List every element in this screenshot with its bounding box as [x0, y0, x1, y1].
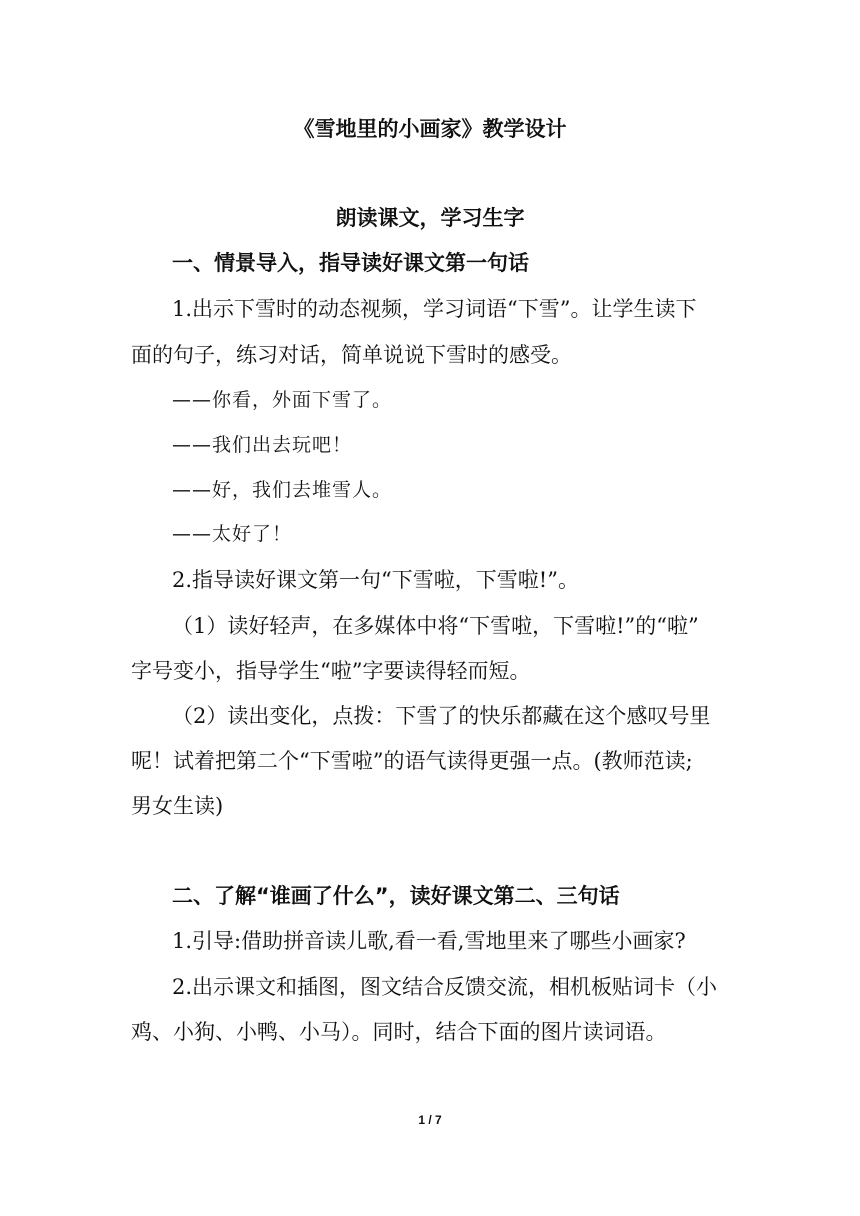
document-title: 《雪地里的小画家》教学设计 — [293, 117, 567, 141]
page-number: 1 / 7 — [418, 1113, 442, 1127]
section1-paragraph4-line3: 男女生读) — [131, 794, 224, 818]
document-subtitle: 朗读课文，学习生字 — [335, 206, 525, 230]
section2-paragraph1: 1.引导:借助拼音读儿歌,看一看,雪地里来了哪些小画家? — [172, 929, 686, 953]
section2-heading: 二、了解“谁画了什么”，读好课文第二、三句话 — [172, 884, 620, 908]
dialog-line: ——太好了！ — [172, 523, 293, 545]
section1-paragraph3-line2: 字号变小，指导学生“啦”字要读得轻而短。 — [131, 659, 531, 683]
section2-paragraph2-line2: 鸡、小狗、小鸭、小马）。同时，结合下面的图片读词语。 — [131, 1020, 667, 1044]
section1-paragraph3-line1: （1）读好轻声，在多媒体中将“下雪啦，下雪啦!”的“啦” — [172, 614, 699, 638]
dialog-line: ——你看，外面下雪了。 — [172, 389, 393, 411]
section1-paragraph4-line1: （2）读出变化，点拨：下雪了的快乐都藏在这个感叹号里 — [172, 704, 711, 728]
section1-heading: 一、情景导入，指导读好课文第一句话 — [172, 251, 529, 275]
section1-paragraph4-line2: 呢！试着把第二个“下雪啦”的语气读得更强一点。(教师范读; — [131, 749, 693, 773]
dialog-line: ——好，我们去堆雪人。 — [172, 479, 393, 501]
section1-paragraph1-line2: 面的句子，练习对话，简单说说下雪时的感受。 — [131, 343, 572, 367]
dialog-line: ——我们出去玩吧！ — [172, 434, 353, 456]
section1-paragraph1-line1: 1.出示下雪时的动态视频，学习词语“下雪”。让学生读下 — [172, 297, 697, 321]
section2-paragraph2-line1: 2.出示课文和插图，图文结合反馈交流，相机板贴词卡（小 — [172, 975, 718, 999]
section1-paragraph2: 2.指导读好课文第一句“下雪啦，下雪啦!”。 — [172, 568, 579, 592]
